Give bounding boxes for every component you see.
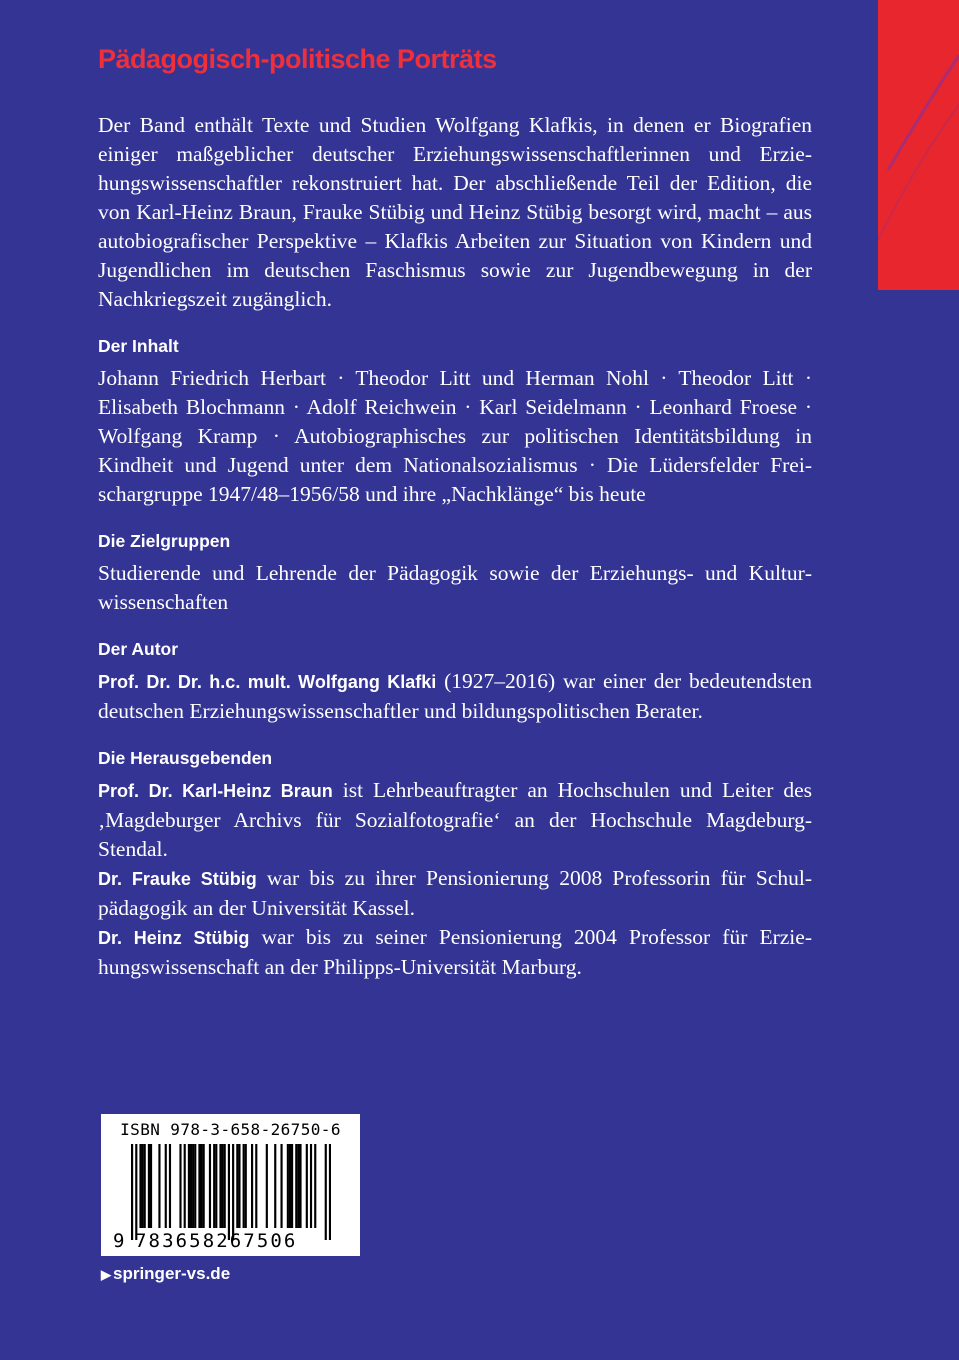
barcode-bar — [150, 1144, 152, 1228]
barcode-bar — [222, 1144, 224, 1228]
section-zielgruppen — [98, 530, 812, 617]
barcode-bar — [236, 1144, 238, 1228]
section-herausgebende — [98, 747, 812, 982]
barcode-bar — [325, 1144, 327, 1240]
barcode-bar — [289, 1144, 291, 1228]
barcode-bar — [148, 1144, 150, 1228]
barcode-bar — [314, 1144, 316, 1228]
barcode-bar — [209, 1144, 211, 1228]
barcode-bar — [188, 1144, 190, 1228]
barcode-bar — [200, 1144, 202, 1228]
barcode-bar — [306, 1144, 308, 1228]
barcode-bar — [238, 1144, 240, 1228]
heading-autor: Der Autor — [98, 639, 179, 659]
red-corner-tab — [878, 0, 959, 290]
barcode-bar — [310, 1144, 312, 1228]
barcode-bar — [291, 1144, 293, 1228]
barcode-bar — [266, 1144, 268, 1228]
ean-remaining-digits: 783658267506 — [135, 1230, 298, 1252]
barcode-bar — [203, 1144, 205, 1228]
barcode-bar — [131, 1144, 133, 1240]
barcode-bar — [144, 1144, 146, 1228]
barcode-bar — [198, 1144, 200, 1228]
zielgruppen-text: Studierende und Lehrende der Pädagogik sowie der Erziehungs- und Kulturwissenschaften — [98, 561, 812, 614]
autor-name: Prof. Dr. Dr. h.c. mult. Wolfgang Klafki — [98, 672, 437, 692]
barcode-bar — [219, 1144, 221, 1228]
barcode-bars — [131, 1144, 331, 1240]
main-text — [98, 111, 812, 982]
barcode-bar — [135, 1144, 137, 1240]
intro-paragraph: Der Band enthält Texte und Studien Wolfgang Klafkis, in denen er Biografien einiger maßgeblicher deutscher Erziehungswissenschaftlerinnen und Erziehungswissenschaftler rekonstruiert hat. Der abschließende Teil der Edition, die von Karl-Heinz Braun, Frauke Stübig und Heinz Stübig besorgt wird, macht – aus autobiografischer Perspektive – Klafkis Arbeiten zur Situation von Kindern und Jugendlichen im deutschen Faschismus sowie zur Jugendbewegung in der Nachkriegszeit zugänglich. — [98, 113, 812, 311]
series-title: Pädagogisch-politische Porträts — [98, 44, 497, 74]
editor-bio: war bis zu seiner Pensionierung 2004 Professor für Erziehungswissenschaft an der Philipps-Universität Marburg. — [98, 925, 812, 979]
barcode-bar — [215, 1144, 217, 1228]
barcode-bar — [245, 1144, 247, 1228]
editor-entry — [98, 864, 812, 923]
barcode-bar — [142, 1144, 144, 1228]
isbn-barcode — [101, 1114, 360, 1256]
ean-first-digit: 9 — [113, 1230, 125, 1252]
publisher-link[interactable] — [101, 1264, 230, 1284]
barcode-bar — [243, 1144, 245, 1228]
barcode-bar — [192, 1144, 194, 1228]
barcode-bar — [297, 1144, 299, 1228]
editor-name: Dr. Heinz Stübig — [98, 928, 250, 948]
section-autor — [98, 638, 812, 726]
barcode-bar — [213, 1144, 215, 1228]
barcode-bar — [280, 1144, 282, 1228]
barcode-bar — [287, 1144, 289, 1228]
heading-herausgebende: Die Herausgebenden — [98, 748, 273, 768]
barcode-bar — [228, 1144, 230, 1240]
decorative-swoosh — [878, 0, 959, 290]
editor-bio: war bis zu ihrer Pensionierung 2008 Professorin für Schulpädagogik an der Universität Kassel. — [98, 866, 813, 920]
barcode-bar — [190, 1144, 192, 1228]
barcode-bar — [295, 1144, 297, 1228]
barcode-bar — [158, 1144, 160, 1228]
publisher-url: springer-vs.de — [113, 1264, 231, 1283]
barcode-bar — [165, 1144, 167, 1228]
barcode-bar — [329, 1144, 331, 1240]
barcode-bar — [179, 1144, 181, 1228]
barcode-bar — [224, 1144, 226, 1228]
barcode-bar — [139, 1144, 141, 1228]
barcode-bar — [274, 1144, 276, 1228]
editor-entry — [98, 776, 812, 864]
editor-entry — [98, 923, 812, 982]
autor-text — [98, 667, 812, 726]
heading-zielgruppen: Die Zielgruppen — [98, 531, 231, 551]
barcode-bar — [194, 1144, 196, 1228]
barcode-bar — [184, 1144, 186, 1228]
barcode-bar — [299, 1144, 301, 1228]
heading-inhalt: Der Inhalt — [98, 336, 179, 356]
barcode-bar — [232, 1144, 234, 1240]
arrow-right-icon: ▶ — [101, 1267, 111, 1282]
barcode-bar — [169, 1144, 171, 1228]
barcode-bar — [255, 1144, 257, 1228]
inhalt-text: Johann Friedrich Herbart · Theodor Litt und Herman Nohl · Theodor Litt · Elisabeth Blochmann · Adolf Reichwein · Karl Seidelmann · Leonhard Froese · Wolfgang Kramp · Autobiographisches zur politischen Identitätsbildung in Kindheit und Jugend unter dem Nationalsozialismus · Die Lüdersfelder Freischargruppe 1947/48–1956/58 und ihre „Nachklänge“ bis heute — [98, 366, 812, 506]
section-inhalt — [98, 335, 812, 509]
editor-name: Dr. Frauke Stübig — [98, 869, 257, 889]
isbn-label: ISBN 978-3-658-26750-6 — [120, 1120, 341, 1139]
editor-bio: ist Lehrbeauftragter an Hochschulen und Leiter des ‚Magdeburger Archivs für Sozialfotografie‘ an der Hochschule Magdeburg-Stendal. — [98, 778, 812, 861]
barcode-bar — [251, 1144, 253, 1228]
autor-bio: (1927–2016) war einer der bedeutendsten deutschen Erziehungswissenschaftler und bildungspolitischen Berater. — [98, 669, 812, 723]
editor-name: Prof. Dr. Karl-Heinz Braun — [98, 781, 333, 801]
